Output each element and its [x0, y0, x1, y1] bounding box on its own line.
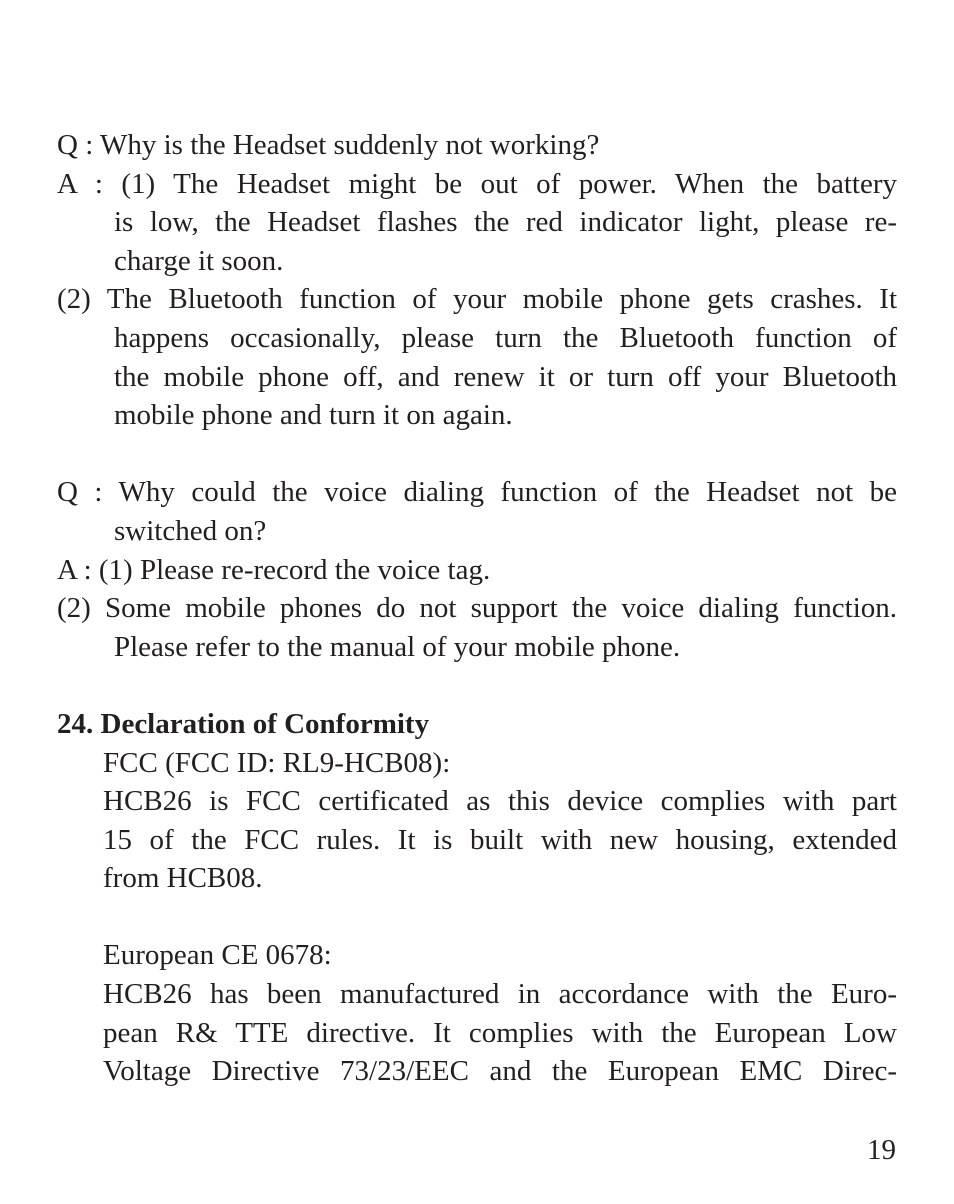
- faq-answer-line: A : (1) The Headset might be out of power. When the battery: [57, 167, 897, 200]
- ce-label: European CE 0678:: [103, 939, 332, 972]
- spacer: [57, 898, 897, 937]
- page-number: 19: [867, 1134, 896, 1166]
- fcc-text-line: from HCB08.: [103, 862, 263, 895]
- ce-text-line: HCB26 has been manufactured in accordance with the Euro-: [103, 978, 897, 1011]
- manual-page: [57, 126, 897, 1091]
- faq-answer-line: (2) Some mobile phones do not support the voice dialing function.: [57, 592, 897, 625]
- spacer: [57, 666, 897, 705]
- faq-answer-line: (2) The Bluetooth function of your mobile phone gets crashes. It: [57, 283, 897, 316]
- faq-answer-line: charge it soon.: [114, 244, 284, 277]
- section-heading: 24. Declaration of Conformity: [57, 707, 430, 740]
- ce-text-line: Voltage Directive 73/23/EEC and the European EMC Direc-: [103, 1055, 897, 1088]
- ce-text-line: pean R& TTE directive. It complies with the European Low: [103, 1016, 897, 1049]
- faq-question: switched on?: [114, 514, 267, 547]
- faq-answer-line: the mobile phone off, and renew it or turn off your Bluetooth: [114, 360, 897, 393]
- faq-answer-line: happens occasionally, please turn the Bluetooth function of: [114, 321, 897, 354]
- faq-answer-line: Please refer to the manual of your mobile phone.: [114, 630, 681, 663]
- spacer: [57, 435, 897, 474]
- fcc-label: FCC (FCC ID: RL9-HCB08):: [103, 746, 451, 779]
- fcc-text-line: 15 of the FCC rules. It is built with new housing, extended: [103, 823, 897, 856]
- faq-answer-line: is low, the Headset flashes the red indicator light, please re-: [114, 206, 897, 239]
- faq-answer-line: A : (1) Please re-record the voice tag.: [57, 553, 491, 586]
- fcc-text-line: HCB26 is FCC certificated as this device complies with part: [103, 785, 897, 818]
- faq-question: Q : Why is the Headset suddenly not working?: [57, 129, 600, 161]
- faq-question: Q : Why could the voice dialing function of the Headset not be: [57, 476, 897, 509]
- faq-answer-line: mobile phone and turn it on again.: [114, 399, 513, 432]
